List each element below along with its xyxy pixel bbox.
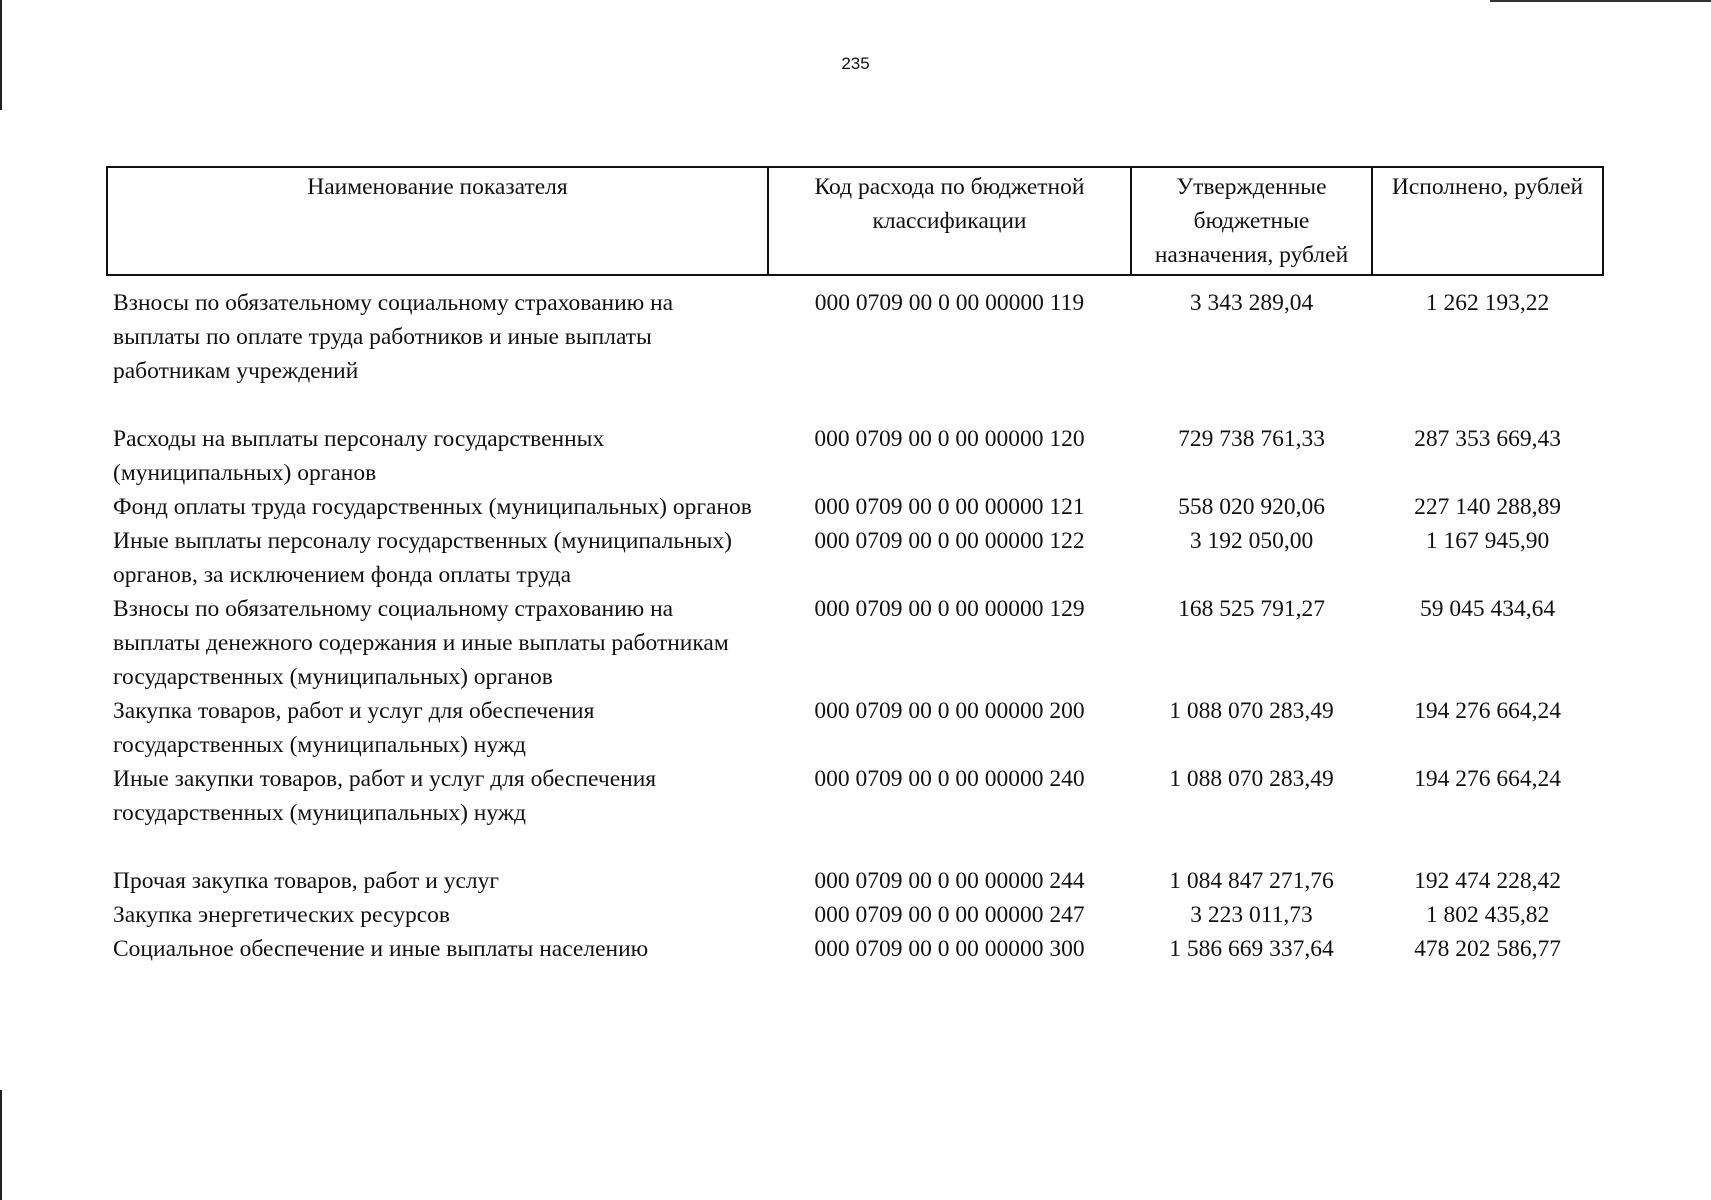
row-approved: 3 223 011,73: [1190, 902, 1313, 928]
row-executed: 1 802 435,82: [1425, 902, 1550, 928]
row-code: 000 0709 00 0 00 00000 121: [814, 494, 1085, 520]
row-approved: 729 738 761,33: [1178, 426, 1325, 452]
row-executed: 227 140 288,89: [1414, 494, 1561, 520]
table-row: [107, 694, 1603, 762]
row-name: Взносы по обязательному социальному страхованию на выплаты денежного содержания и иные выплаты работникам государственных (муниципальных) органов: [113, 596, 729, 690]
row-executed: 1 262 193,22: [1425, 290, 1550, 316]
row-approved: 3 192 050,00: [1189, 528, 1314, 554]
row-code: 000 0709 00 0 00 00000 240: [814, 766, 1085, 792]
row-name: Фонд оплаты труда государственных (муниципальных) органов: [113, 494, 752, 520]
table-row: [107, 932, 1603, 966]
row-name: Расходы на выплаты персоналу государственных (муниципальных) органов: [113, 426, 605, 486]
row-code: 000 0709 00 0 00 00000 120: [814, 426, 1085, 452]
row-approved: 1 088 070 283,49: [1169, 766, 1334, 792]
row-code: 000 0709 00 0 00 00000 122: [814, 528, 1085, 554]
row-executed: 194 276 664,24: [1414, 766, 1561, 792]
row-name: Закупка товаров, работ и услуг для обеспечения государственных (муниципальных) нужд: [113, 698, 595, 758]
row-executed: 192 474 228,42: [1414, 868, 1561, 894]
row-name: Иные закупки товаров, работ и услуг для обеспечения государственных (муниципальных) нужд: [113, 766, 657, 826]
table-row: [107, 864, 1603, 898]
table-row: [107, 490, 1603, 524]
row-executed: 194 276 664,24: [1414, 698, 1561, 724]
row-code: 000 0709 00 0 00 00000 247: [814, 902, 1085, 928]
row-approved: 1 088 070 283,49: [1169, 698, 1334, 724]
row-executed: 478 202 586,77: [1414, 936, 1561, 962]
row-approved: 3 343 289,04: [1189, 290, 1314, 316]
row-approved: 168 525 791,27: [1178, 596, 1325, 622]
row-name: Закупка энергетических ресурсов: [113, 902, 450, 928]
table-header-row: [107, 167, 1603, 275]
row-code: 000 0709 00 0 00 00000 244: [814, 868, 1085, 894]
header-approved: Утвержденные бюджетные назначения, рублей: [1131, 167, 1372, 275]
row-name: Иные выплаты персоналу государственных (муниципальных) органов, за исключением фонда оплаты труда: [113, 528, 733, 588]
row-code: 000 0709 00 0 00 00000 300: [814, 936, 1085, 962]
scan-edge-left-lower: [0, 1090, 2, 1200]
row-code: 000 0709 00 0 00 00000 200: [814, 698, 1085, 724]
table-row: [107, 524, 1603, 592]
table-row: [107, 898, 1603, 932]
header-indicator-name: Наименование показателя: [107, 167, 768, 275]
page-number: 235: [841, 54, 870, 73]
row-code: 000 0709 00 0 00 00000 129: [814, 596, 1085, 622]
row-code: 000 0709 00 0 00 00000 119: [814, 290, 1085, 316]
header-executed: Исполнено, рублей: [1372, 167, 1603, 275]
row-approved: 1 586 669 337,64: [1169, 936, 1334, 962]
scan-edge-top: [1490, 0, 1711, 2]
header-expense-code: Код расхода по бюджетной классификации: [768, 167, 1131, 275]
row-name: Взносы по обязательному социальному страхованию на выплаты по оплате труда работников и иные выплаты работникам учреждений: [113, 290, 674, 384]
table-row: [107, 275, 1603, 422]
row-name: Социальное обеспечение и иные выплаты населению: [113, 936, 649, 962]
table-row: [107, 592, 1603, 694]
table-row: [107, 422, 1603, 490]
row-executed: 59 045 434,64: [1419, 596, 1556, 622]
budget-execution-table: [106, 166, 1604, 966]
row-approved: 558 020 920,06: [1178, 494, 1325, 520]
row-approved: 1 084 847 271,76: [1169, 868, 1334, 894]
table-row: [107, 762, 1603, 864]
row-name: Прочая закупка товаров, работ и услуг: [113, 868, 500, 894]
row-executed: 287 353 669,43: [1414, 426, 1561, 452]
row-executed: 1 167 945,90: [1425, 528, 1550, 554]
